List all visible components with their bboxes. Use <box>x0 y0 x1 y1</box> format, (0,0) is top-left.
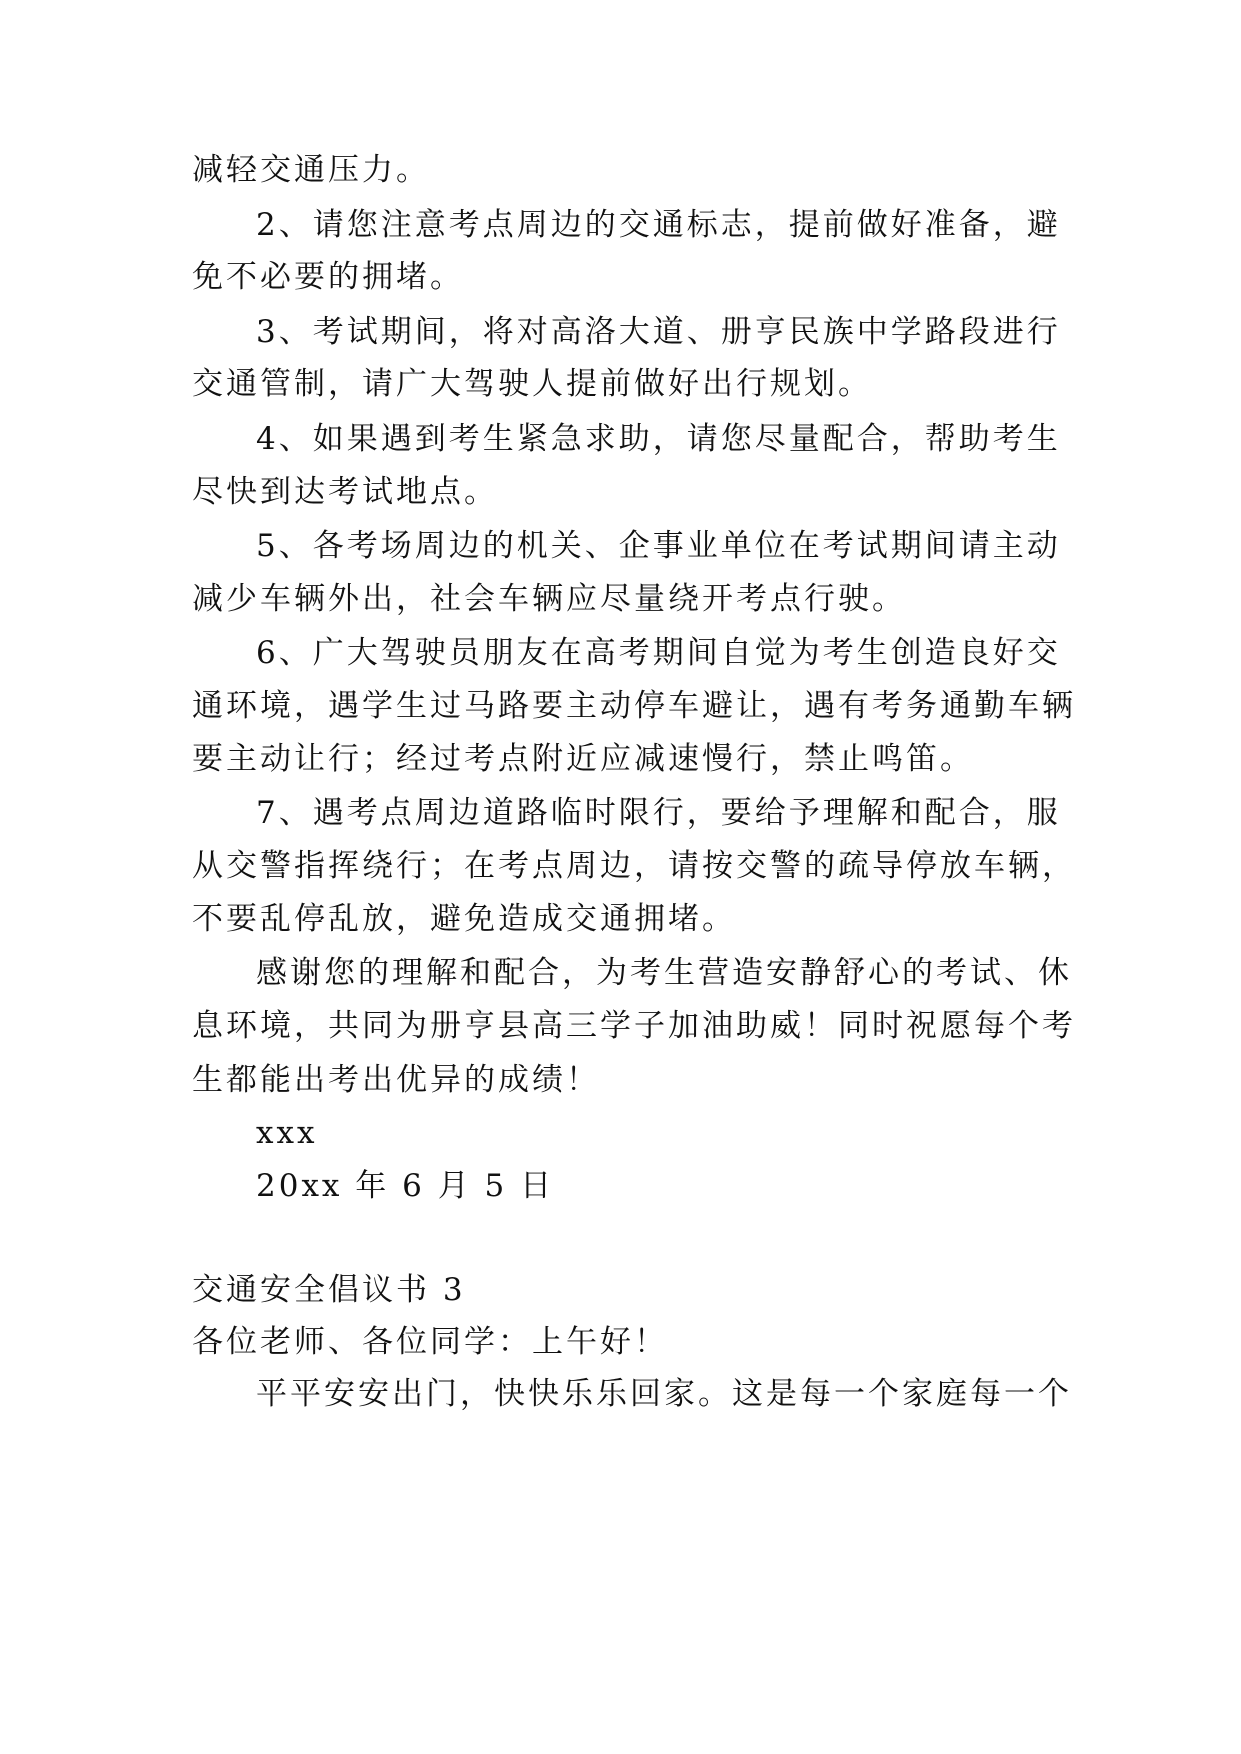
paragraph-line: 3、考试期间，将对高洛大道、册亨民族中学路段进行 <box>256 314 1061 350</box>
paragraph-line: 7、遇考点周边道路临时限行，要给予理解和配合，服 <box>256 795 1061 831</box>
paragraph-line: 生都能出考出优异的成绩！ <box>192 1062 600 1098</box>
signature-date: 20xx 年 6 月 5 日 <box>256 1168 555 1204</box>
paragraph-line: 减少车辆外出，社会车辆应尽量绕开考点行驶。 <box>192 581 906 617</box>
paragraph-line: 息环境，共同为册亨县高三学子加油助威！同时祝愿每个考 <box>192 1008 1076 1044</box>
paragraph-line: 4、如果遇到考生紧急求助，请您尽量配合，帮助考生 <box>256 421 1061 457</box>
paragraph-line: 尽快到达考试地点。 <box>192 474 498 510</box>
paragraph-line: 平平安安出门，快快乐乐回家。这是每一个家庭每一个 <box>256 1376 1072 1412</box>
paragraph-line: 要主动让行；经过考点附近应减速慢行，禁止鸣笛。 <box>192 741 974 777</box>
paragraph-line: 减轻交通压力。 <box>192 152 430 188</box>
paragraph-line: 6、广大驾驶员朋友在高考期间自觉为考生创造良好交 <box>256 635 1061 671</box>
paragraph-line: 通环境，遇学生过马路要主动停车避让，遇有考务通勤车辆 <box>192 688 1076 724</box>
paragraph-line: 从交警指挥绕行；在考点周边，请按交警的疏导停放车辆， <box>192 848 1076 884</box>
paragraph-line: 感谢您的理解和配合，为考生营造安静舒心的考试、休 <box>256 955 1072 991</box>
section-title: 交通安全倡议书 3 <box>192 1272 466 1308</box>
signature-name: xxx <box>256 1115 318 1151</box>
paragraph-line: 不要乱停乱放，避免造成交通拥堵。 <box>192 901 736 937</box>
greeting-line: 各位老师、各位同学：上午好！ <box>192 1324 668 1360</box>
paragraph-line: 免不必要的拥堵。 <box>192 259 464 295</box>
paragraph-line: 2、请您注意考点周边的交通标志，提前做好准备，避 <box>256 207 1061 243</box>
paragraph-line: 5、各考场周边的机关、企事业单位在考试期间请主动 <box>256 528 1061 564</box>
paragraph-line: 交通管制，请广大驾驶人提前做好出行规划。 <box>192 366 872 402</box>
